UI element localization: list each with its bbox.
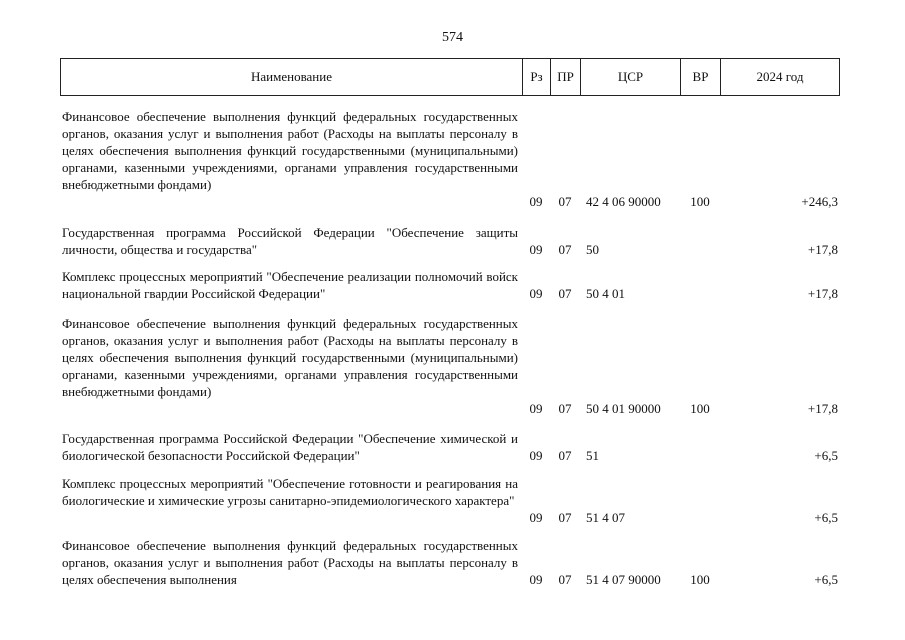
row-value: +17,8 xyxy=(807,401,838,416)
row-csr: 51 xyxy=(586,448,599,463)
row-pr: 07 xyxy=(558,510,572,525)
row-value: +17,8 xyxy=(807,242,838,257)
row-name: Государственная программа Российской Федерации "Обеспечение защиты личности, общества и государства" xyxy=(62,225,518,257)
row-name: Государственная программа Российской Федерации "Обеспечение химической и биологической безопасности Российской Федерации" xyxy=(62,431,518,463)
table-row xyxy=(60,430,840,464)
header-year: 2024 год xyxy=(756,69,804,84)
row-csr: 51 4 07 90000 xyxy=(586,572,661,587)
row-csr: 50 4 01 90000 xyxy=(586,401,661,416)
header-pr: ПР xyxy=(551,59,581,95)
row-rz: 09 xyxy=(529,572,543,587)
header-name: Наименование xyxy=(61,59,523,95)
row-rz: 09 xyxy=(529,510,543,525)
header-rz: Рз xyxy=(523,59,551,95)
table-row xyxy=(60,108,840,212)
row-csr: 42 4 06 90000 xyxy=(586,194,661,209)
row-name: Финансовое обеспечение выполнения функций федеральных государственных органов, оказания услуг и выполнения работ (Расходы на выплаты персоналу в целях обеспечения выполнения xyxy=(62,538,518,587)
table-row xyxy=(60,268,840,302)
row-name: Комплекс процессных мероприятий "Обеспечение реализации полномочий войск национальной гвардии Российской Федерации" xyxy=(62,269,518,301)
table-row xyxy=(60,537,840,589)
row-pr: 07 xyxy=(558,242,572,257)
row-rz: 09 xyxy=(529,401,543,416)
row-value: +17,8 xyxy=(807,286,838,301)
row-rz: 09 xyxy=(529,448,543,463)
row-name: Комплекс процессных мероприятий "Обеспечение готовности и реагирования на биологические и химические угрозы санитарно-эпидемиологического характера" xyxy=(62,476,518,508)
row-pr: 07 xyxy=(558,572,572,587)
row-rz: 09 xyxy=(529,242,543,257)
row-value: +6,5 xyxy=(814,448,838,463)
header-vr: ВР xyxy=(681,59,721,95)
row-vr: 100 xyxy=(690,572,710,587)
row-vr: 100 xyxy=(690,194,710,209)
table-row xyxy=(60,315,840,419)
row-vr: 100 xyxy=(690,401,710,416)
table-header xyxy=(60,58,840,96)
table-row xyxy=(60,475,840,527)
row-value: +6,5 xyxy=(814,572,838,587)
header-csr: ЦСР xyxy=(581,59,681,95)
page-number: 574 xyxy=(442,30,463,45)
row-csr: 50 xyxy=(586,242,599,257)
row-pr: 07 xyxy=(558,194,572,209)
row-csr: 50 4 01 xyxy=(586,286,625,301)
row-csr: 51 4 07 xyxy=(586,510,625,525)
row-rz: 09 xyxy=(529,194,543,209)
row-value: +6,5 xyxy=(814,510,838,525)
row-pr: 07 xyxy=(558,448,572,463)
row-name: Финансовое обеспечение выполнения функций федеральных государственных органов, оказания услуг и выполнения работ (Расходы на выплаты персоналу в целях обеспечения выполнения функций государственными (муниципальными) органами, казенными учреждениями, органами управления государственными внебюджетными фондами) xyxy=(62,109,518,192)
row-value: +246,3 xyxy=(801,194,838,209)
row-name: Финансовое обеспечение выполнения функций федеральных государственных органов, оказания услуг и выполнения работ (Расходы на выплаты персоналу в целях обеспечения выполнения функций государственными (муниципальными) органами, казенными учреждениями, органами управления государственными внебюджетными фондами) xyxy=(62,316,518,399)
row-pr: 07 xyxy=(558,286,572,301)
row-pr: 07 xyxy=(558,401,572,416)
row-rz: 09 xyxy=(529,286,543,301)
table-row xyxy=(60,224,840,258)
